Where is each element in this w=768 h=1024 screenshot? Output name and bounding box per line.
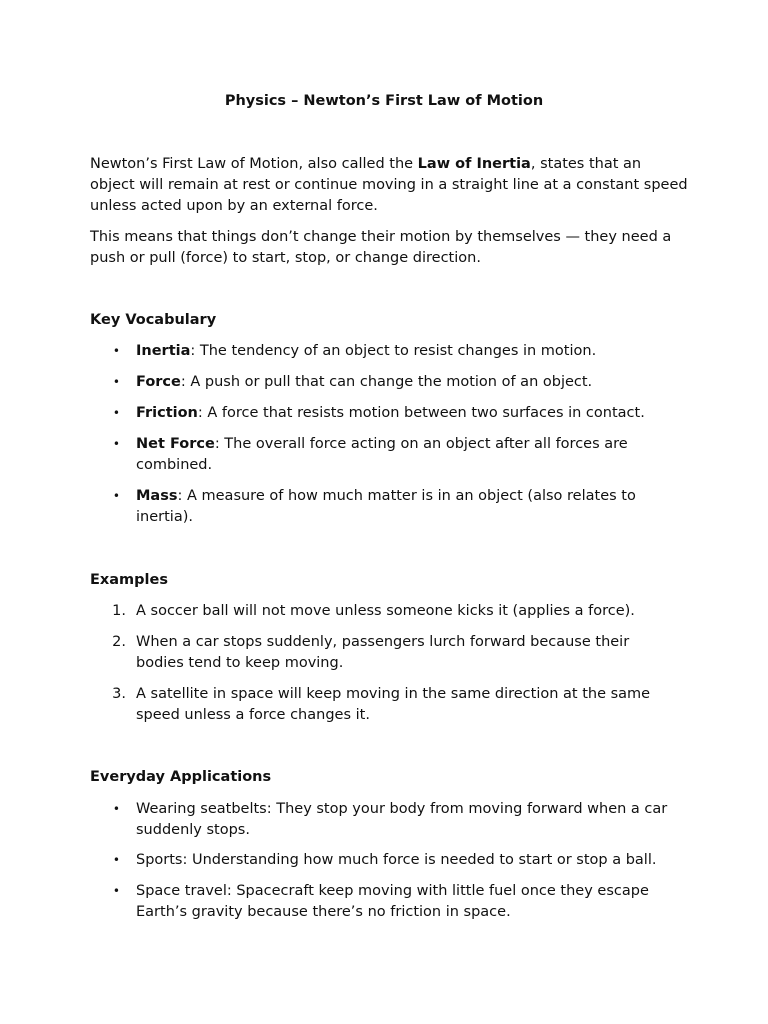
example-text: A soccer ball will not move unless someone kicks it (applies a force). (136, 603, 635, 619)
vocabulary-term: Inertia (136, 343, 191, 359)
list-number: 3. (112, 686, 126, 702)
bullet-icon: • (112, 406, 120, 420)
vocabulary-heading: Key Vocabulary (90, 312, 217, 328)
bullet-icon: • (112, 853, 120, 867)
example-text: A satellite in space will keep moving in the same direction at the same speed unless a force changes it. (136, 686, 651, 723)
vocabulary-term: Friction (136, 405, 198, 421)
application-text: Sports: Understanding how much force is needed to start or stop a ball. (136, 852, 657, 868)
intro-paragraph-1 (90, 154, 690, 217)
example-text: When a car stops suddenly, passengers lurch forward because their bodies tend to keep moving. (136, 634, 630, 671)
application-text: Wearing seatbelts: They stop your body from moving forward when a car suddenly stops. (136, 801, 668, 838)
vocabulary-definition: : A measure of how much matter is in an object (also relates to inertia). (136, 488, 636, 525)
intro-text-end: , states that an object will remain at rest or continue moving in a straight line at a constant speed unless acted upon by an external force. (90, 156, 688, 214)
list-number: 2. (112, 634, 126, 650)
vocabulary-term: Mass (136, 488, 178, 504)
vocabulary-definition: : A force that resists motion between two surfaces in contact. (197, 405, 645, 421)
examples-heading: Examples (90, 572, 168, 588)
vocabulary-term: Force (136, 374, 181, 390)
applications-heading: Everyday Applications (90, 769, 272, 785)
bullet-icon: • (112, 437, 120, 451)
list-number: 1. (112, 603, 126, 619)
bullet-icon: • (112, 802, 120, 816)
bullet-icon: • (112, 884, 120, 898)
application-text: Space travel: Spacecraft keep moving with little fuel once they escape Earth’s gravity because there’s no friction in space. (136, 883, 649, 920)
vocabulary-definition: : The tendency of an object to resist changes in motion. (190, 343, 597, 359)
bullet-icon: • (112, 375, 120, 389)
bullet-icon: • (112, 489, 120, 503)
vocabulary-definition: : A push or pull that can change the motion of an object. (180, 374, 593, 390)
document-title: Physics – Newton’s First Law of Motion (224, 93, 544, 109)
intro-bold-term: Law of Inertia (417, 156, 531, 172)
intro-paragraph-2: This means that things don’t change their motion by themselves — they need a push or pull (force) to start, stop, or change direction. (90, 229, 672, 266)
vocabulary-term: Net Force (136, 436, 215, 452)
bullet-icon: • (112, 344, 120, 358)
vocabulary-definition: : The overall force acting on an object after all forces are combined. (136, 436, 628, 473)
intro-text-start: Newton’s First Law of Motion, also called the (90, 156, 418, 172)
